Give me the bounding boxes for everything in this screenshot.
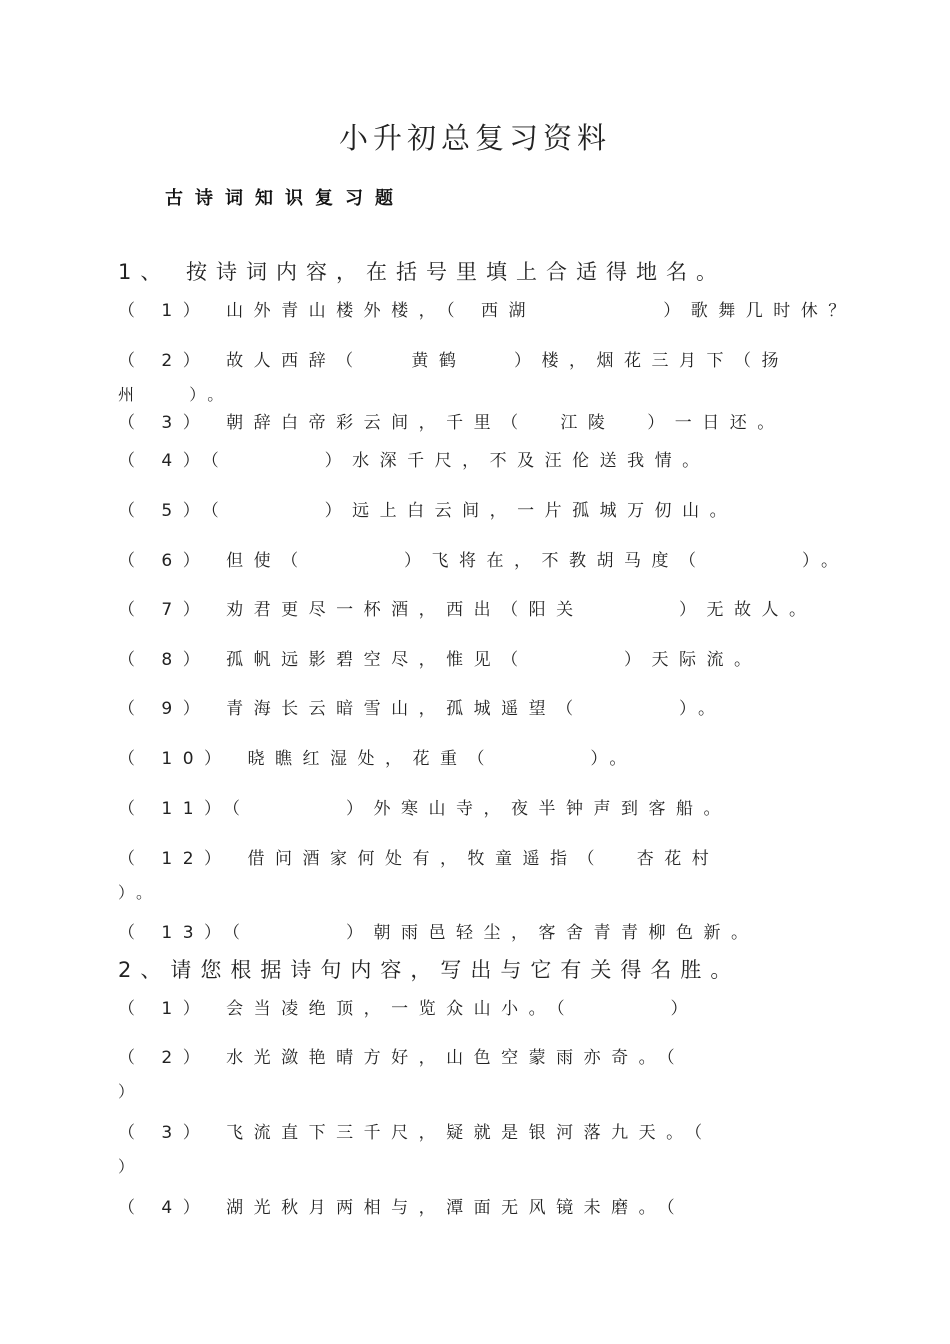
question-line: （ 1） 会当凌绝顶，一览众山小。（ ） [118,999,699,1019]
question-line: （ 6） 但使（ ）飞将在，不教胡马度（ ）。 [118,551,849,571]
question-line: （ 4）（ ）水深千尺，不及汪伦送我情。 [118,451,710,471]
question-line: （ 13）（ ）朝雨邑轻尘，客舍青青柳色新。 [118,923,759,943]
section1-heading: 1、 按诗词内容，在括号里填上合适得地名。 [118,260,727,284]
question-line-wrap: 州 ）。 [118,385,234,404]
question-line: （ 10） 晓瞧红湿处，花重（ ）。 [118,749,637,769]
question-line: （ 2） 故人西辞（ 黄鹤 ）楼，烟花三月下（扬 [118,351,790,371]
question-line: （ 5）（ ）远上白云间，一片孤城万仞山。 [118,501,738,521]
question-line: （ 8） 孤帆远影碧空尽，惟见（ ）天际流。 [118,650,762,670]
page-title: 小升初总复习资料 [338,121,611,155]
question-line-wrap: ） [118,1082,145,1101]
question-line-wrap: ）。 [118,883,163,902]
question-line: （ 4） 湖光秋月两相与，潭面无风镜未磨。（ [118,1198,686,1218]
question-line: （ 7） 劝君更尽一杯酒，西出（阳关 ）无故人。 [118,600,817,620]
question-line: （ 3） 飞流直下三千尺，疑就是银河落九天。（ [118,1123,713,1143]
question-line: （ 9） 青海长云暗雪山，孤城遥望（ ）。 [118,699,726,719]
question-line: （ 2） 水光潋艳晴方好，山色空蒙雨亦奇。（ [118,1048,686,1068]
question-line-wrap: ） [118,1157,145,1176]
question-line: （ 12） 借问酒家何处有，牧童遥指（ 杏花村 [118,849,720,869]
section-subtitle: 古诗词知识复习题 [165,188,405,209]
question-line: （ 3） 朝辞白帝彩云间，千里（ 江陵 ）一日还。 [118,413,785,433]
question-line: （ 11）（ ）外寒山寺，夜半钟声到客船。 [118,799,731,819]
section2-heading: 2、请您根据诗句内容，写出与它有关得名胜。 [118,958,741,982]
question-line: （ 1） 山外青山楼外楼，（ 西湖 ）歌舞几时休？ [118,301,856,321]
